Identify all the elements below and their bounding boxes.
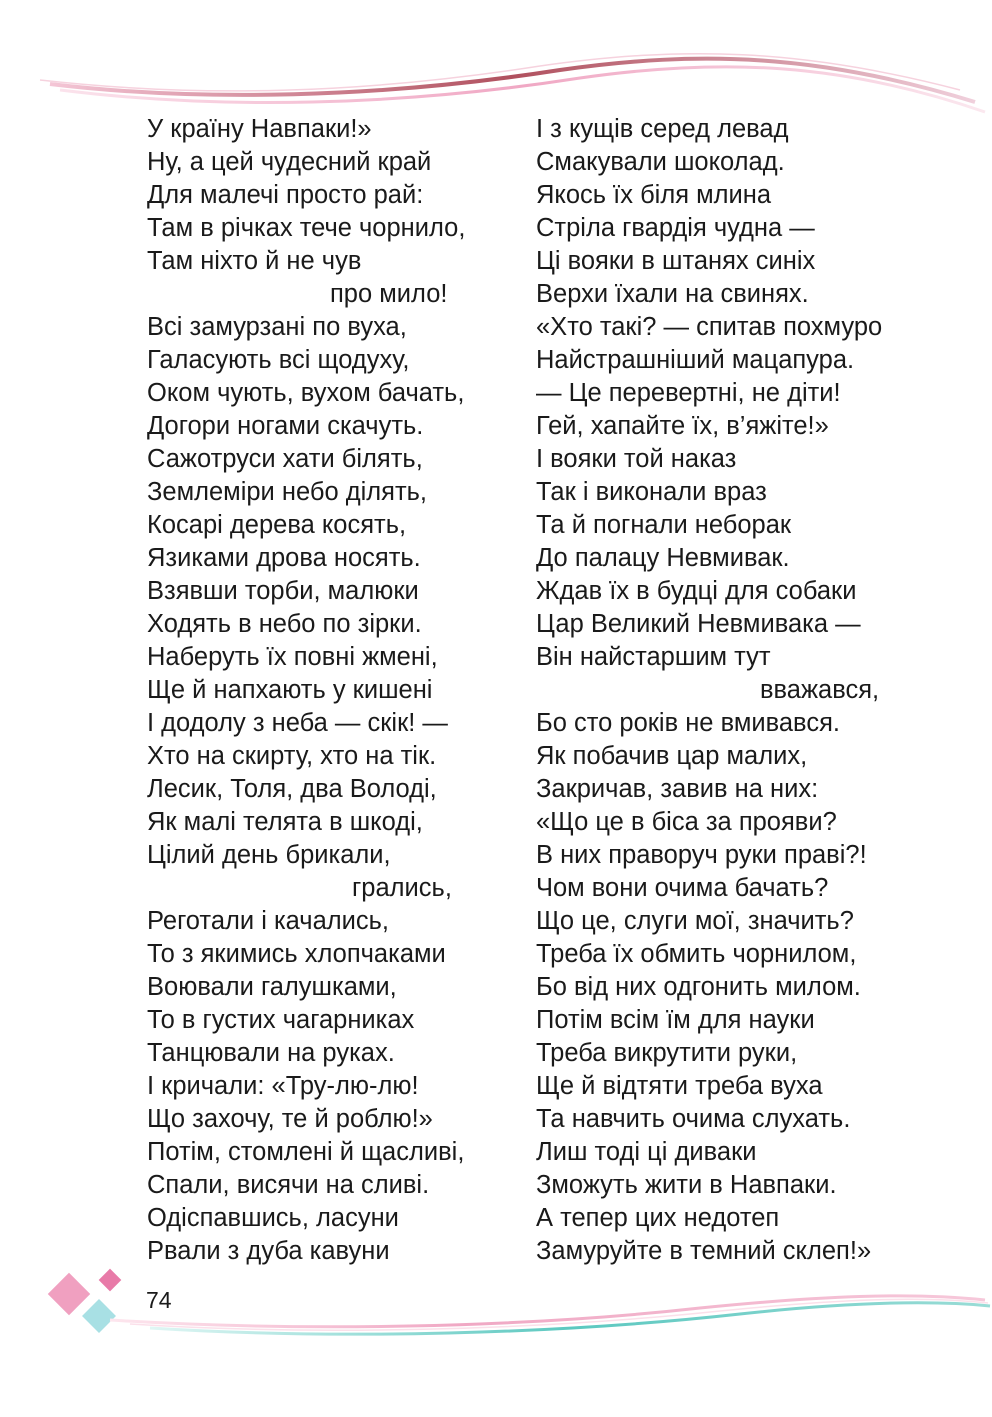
poem-right-column xyxy=(536,113,936,1268)
verse-line: Він найстаршим тут xyxy=(536,643,771,671)
verse-line: Лиш тоді ці диваки xyxy=(536,1138,757,1166)
verse-line: Так і виконали враз xyxy=(536,478,767,506)
verse-line: Потім всім їм для науки xyxy=(536,1006,815,1034)
verse-line: — Це перевертні, не діти! xyxy=(536,379,841,407)
verse-line: Верхи їхали на свинях. xyxy=(536,280,809,308)
verse-line: Язиками дрова носять. xyxy=(147,544,421,572)
verse-line: Реготали і качались, xyxy=(147,907,390,935)
verse-line: У країну Навпаки!» xyxy=(147,115,372,143)
verse-line: І з кущів серед левад xyxy=(536,115,789,143)
verse-line: Одіспавшись, ласуни xyxy=(147,1204,399,1232)
verse-line: вважався, xyxy=(760,676,880,704)
verse-line: До палацу Невмивак. xyxy=(536,544,790,572)
verse-line: Якось їх біля млина xyxy=(536,181,772,209)
page-number: 74 xyxy=(146,1287,172,1313)
verse-line: І додолу з неба — скік! — xyxy=(147,709,448,737)
verse-line: А тепер цих недотеп xyxy=(536,1204,780,1232)
verse-line: Чом вони очима бачать? xyxy=(536,874,829,902)
verse-line: Смакували шоколад. xyxy=(536,148,785,176)
verse-line: Бо від них одгонить милом. xyxy=(536,973,861,1001)
verse-line: Ну, а цей чудесний край xyxy=(147,148,432,176)
verse-line: «Що це в біса за прояви? xyxy=(536,808,837,836)
verse-line: Бо сто років не вмивався. xyxy=(536,709,840,737)
verse-line: Ждав їх в будці для собаки xyxy=(536,577,857,605)
verse-line: Наберуть їх повні жмені, xyxy=(147,643,438,671)
verse-line: «Хто такі? — спитав похмуро xyxy=(536,313,883,341)
verse-line: Сажотруси хати білять, xyxy=(147,445,423,473)
verse-line: Воювали галушками, xyxy=(147,973,397,1001)
verse-line: Хто на скирту, хто на тік. xyxy=(147,742,437,770)
verse-line: Треба їх обмить чорнилом, xyxy=(536,940,857,968)
verse-line: Як побачив цар малих, xyxy=(536,742,808,770)
verse-line: Стріла гвардія чудна — xyxy=(536,214,815,242)
verse-line: І кричали: «Тру-лю-лю! xyxy=(147,1072,419,1100)
verse-line: Що це, слуги мої, значить? xyxy=(536,907,854,935)
verse-line: Гей, хапайте їх, в’яжіте!» xyxy=(536,412,829,440)
verse-line: грались, xyxy=(352,874,452,902)
verse-line: Землеміри небо ділять, xyxy=(147,478,428,506)
verse-line: Оком чують, вухом бачать, xyxy=(147,379,465,407)
verse-line: Цілий день брикали, xyxy=(147,841,391,869)
verse-line: Найстрашніший мацапура. xyxy=(536,346,855,374)
verse-line: Спали, висячи на сливі. xyxy=(147,1171,430,1199)
verse-line: Та навчить очима слухать. xyxy=(536,1105,851,1133)
bottom-wave-decoration xyxy=(0,1270,992,1350)
verse-line: Що захочу, те й роблю!» xyxy=(147,1105,433,1133)
verse-line: Ще й відтяти треба вуха xyxy=(536,1072,823,1100)
verse-line: Там в річках тече чорнило, xyxy=(147,214,466,242)
verse-line: Для малечі просто рай: xyxy=(147,181,424,209)
verse-line: Треба викрутити руки, xyxy=(536,1039,798,1067)
verse-line: Цар Великий Невмивака — xyxy=(536,610,861,638)
verse-line: Ці вояки в штанях синіх xyxy=(536,247,816,275)
verse-line: Лесик, Толя, два Володі, xyxy=(147,775,437,803)
verse-line: Ще й напхають у кишені xyxy=(147,676,433,704)
poem-left-column xyxy=(147,113,517,1268)
verse-line: Взявши торби, малюки xyxy=(147,577,419,605)
verse-line: Косарі дерева косять, xyxy=(147,511,407,539)
verse-line: То в густих чагарниках xyxy=(147,1006,415,1034)
verse-line: Догори ногами скачуть. xyxy=(147,412,424,440)
verse-line: Там ніхто й не чув xyxy=(147,247,362,275)
verse-line: про мило! xyxy=(330,280,448,308)
verse-line: Танцювали на руках. xyxy=(147,1039,395,1067)
verse-line: Закричав, завив на них: xyxy=(536,775,819,803)
verse-line: Ходять в небо по зірки. xyxy=(147,610,422,638)
verse-line: Та й погнали неборак xyxy=(536,511,792,539)
verse-line: То з якимись хлопчаками xyxy=(147,940,446,968)
verse-line: В них праворуч руки праві?! xyxy=(536,841,867,869)
verse-line: І вояки той наказ xyxy=(536,445,737,473)
verse-line: Всі замурзані по вуха, xyxy=(147,313,407,341)
verse-line: Галасують всі щодуху, xyxy=(147,346,410,374)
verse-line: Зможуть жити в Навпаки. xyxy=(536,1171,837,1199)
verse-line: Замуруйте в темний склеп!» xyxy=(536,1237,872,1265)
verse-line: Як малі телята в шкоді, xyxy=(147,808,423,836)
verse-line: Рвали з дуба кавуни xyxy=(147,1237,390,1265)
verse-line: Потім, стомлені й щасливі, xyxy=(147,1138,465,1166)
